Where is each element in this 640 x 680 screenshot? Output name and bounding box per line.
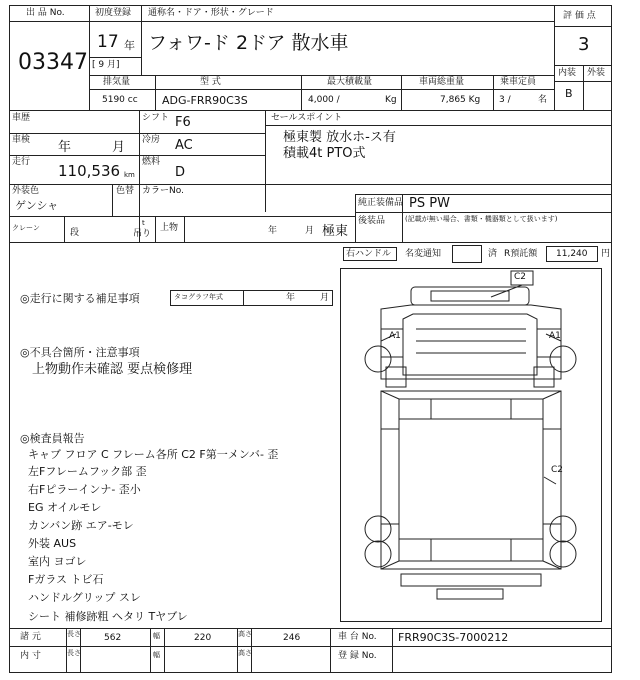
inspector-line-5: カンバン跡 エア-モレ bbox=[28, 519, 134, 532]
model-label: 通称名・ドア・形状・グレード bbox=[148, 8, 274, 18]
first-reg-month: [ 9 月] bbox=[92, 60, 120, 70]
crane-label: クレーン bbox=[12, 224, 40, 232]
inspector-line-4: EG オイルモレ bbox=[28, 501, 102, 514]
max-load-unit: Kg bbox=[385, 95, 397, 105]
registration-label: 登 録 No. bbox=[338, 651, 377, 661]
inner-dims-label: 内 寸 bbox=[20, 651, 41, 661]
type-label: 型 式 bbox=[200, 77, 221, 87]
height-value: 246 bbox=[283, 633, 301, 643]
width-value: 220 bbox=[194, 633, 212, 643]
inspector-line-6: 外装 AUS bbox=[28, 537, 77, 550]
inspector-line-3: 右Fピラーインナ- 歪小 bbox=[28, 483, 141, 496]
sales-point-line-1: 極東製 放水ホ-ス有 bbox=[283, 130, 396, 145]
mileage-label: 走行 bbox=[12, 157, 31, 167]
lot-no: 03347 bbox=[18, 50, 88, 75]
ac-label: 冷房 bbox=[142, 135, 161, 145]
exterior-label: 外装 bbox=[587, 68, 606, 78]
inspector-line-7: 室内 ヨゴレ bbox=[28, 555, 87, 568]
recycle-status: 済 bbox=[488, 249, 498, 259]
diagram-mark-c2-top: C2 bbox=[514, 272, 527, 282]
genuine-value: PS PW bbox=[409, 196, 450, 211]
inner-width-label: 幅 bbox=[153, 651, 160, 659]
dims-label: 諸 元 bbox=[20, 632, 41, 642]
score-label: 評 価 点 bbox=[563, 11, 596, 21]
length-label: 長さ bbox=[67, 630, 81, 638]
upper-year: 年 bbox=[268, 226, 278, 236]
inspector-line-8: Fガラス トビ石 bbox=[28, 573, 104, 586]
inspector-line-9: ハンドルグリップ スレ bbox=[28, 591, 141, 604]
defects-text: 上物動作未確認 要点検修理 bbox=[32, 362, 193, 377]
truck-diagram bbox=[341, 269, 601, 621]
displacement-label: 排気量 bbox=[103, 77, 131, 87]
displacement-value: 5190 cc bbox=[102, 95, 138, 105]
crane-hang: 吊り bbox=[133, 229, 152, 239]
exterior-color-value: ゲンシャ bbox=[15, 199, 59, 212]
genuine-label: 純正装備品 bbox=[358, 198, 404, 208]
inspector-line-10: シート 補修跡粗 ヘタリ Tヤブレ bbox=[28, 610, 188, 623]
crane-tons: t bbox=[142, 219, 145, 227]
recycle-label: R預託額 bbox=[504, 249, 538, 259]
handle-value: 右ハンドル bbox=[346, 249, 392, 259]
fuel-value: D bbox=[175, 165, 186, 180]
sales-point-label: セールスポイント bbox=[271, 113, 343, 123]
mileage-unit: km bbox=[124, 171, 135, 179]
upper-month: 月 bbox=[305, 226, 315, 236]
score-value: 3 bbox=[578, 34, 590, 55]
inspector-line-2: 左Fフレームフック部 歪 bbox=[28, 465, 147, 478]
diagram-mark-c2-right: C2 bbox=[551, 465, 564, 475]
ownership-change-box bbox=[452, 245, 482, 263]
recycle-amount: 11,240 bbox=[556, 249, 588, 259]
interior-grade: B bbox=[565, 87, 573, 100]
inspector-label: ◎検査員報告 bbox=[20, 432, 85, 445]
interior-label: 内装 bbox=[558, 68, 577, 78]
first-reg-year-unit: 年 bbox=[124, 39, 135, 52]
width-label: 幅 bbox=[153, 632, 160, 640]
upper-maker: 極東 bbox=[322, 224, 349, 239]
history-label: 車歴 bbox=[12, 113, 31, 123]
first-reg-label: 初度登録 bbox=[95, 8, 132, 18]
mileage-value: 110,536 bbox=[58, 162, 121, 180]
max-load-value: 4,000 / bbox=[308, 95, 340, 105]
diagram-mark-a1-right: A1 bbox=[549, 331, 561, 341]
first-reg-year: 17 bbox=[97, 32, 119, 52]
model-name: フォワ-ド 2ドア 散水車 bbox=[148, 32, 349, 54]
lot-no-label: 出 品 No. bbox=[26, 8, 65, 18]
inspection-month: 月 bbox=[112, 140, 126, 155]
tachograph-month: 月 bbox=[320, 293, 330, 303]
upper-label: 上物 bbox=[160, 223, 179, 233]
driving-notes-label: ◎走行に関する補足事項 bbox=[20, 292, 140, 305]
capacity-value: 3 / bbox=[499, 95, 511, 105]
gross-weight-value: 7,865 Kg bbox=[440, 95, 481, 105]
ownership-change-label: 名変通知 bbox=[405, 249, 442, 259]
defects-label: ◎不具合箇所・注意事項 bbox=[20, 346, 140, 359]
inner-height-label: 高さ bbox=[238, 649, 252, 657]
shift-label: シフト bbox=[142, 113, 170, 123]
chassis-value: FRR90C3S-7000212 bbox=[398, 631, 509, 644]
height-label: 高さ bbox=[238, 630, 252, 638]
tachograph-label: タコグラフ年式 bbox=[174, 293, 223, 301]
capacity-label: 乗車定員 bbox=[500, 77, 537, 87]
shift-value: F6 bbox=[175, 115, 191, 130]
aftermarket-note: (記載が無い場合、書類・機器類として扱います) bbox=[405, 215, 558, 223]
inner-length-label: 長さ bbox=[67, 649, 81, 657]
type-value: ADG-FRR90C3S bbox=[162, 94, 248, 107]
gross-weight-label: 車両総重量 bbox=[419, 77, 465, 87]
ac-value: AC bbox=[175, 138, 193, 153]
color-no-label: カラーNo. bbox=[142, 186, 184, 196]
diagram-mark-a1-left: A1 bbox=[389, 331, 401, 341]
color-change-label: 色替 bbox=[116, 186, 135, 196]
exterior-color-label: 外装色 bbox=[12, 186, 40, 196]
sales-point-line-2: 積載4t PTO式 bbox=[283, 146, 366, 161]
aftermarket-label: 後装品 bbox=[358, 216, 386, 226]
inspection-year: 年 bbox=[58, 140, 72, 155]
damage-diagram-frame bbox=[340, 268, 602, 622]
fuel-label: 燃料 bbox=[142, 157, 161, 167]
tachograph-year: 年 bbox=[286, 293, 296, 303]
recycle-unit: 円 bbox=[601, 249, 611, 259]
chassis-label: 車 台 No. bbox=[338, 632, 377, 642]
inspection-label: 車検 bbox=[12, 135, 31, 145]
capacity-unit: 名 bbox=[538, 95, 548, 105]
max-load-label: 最大積載量 bbox=[327, 77, 373, 87]
length-value: 562 bbox=[104, 633, 122, 643]
inspector-line-1: キャブ フロア C フレーム各所 C2 F第一メンバ- 歪 bbox=[28, 448, 279, 461]
crane-steps: 段 bbox=[70, 228, 80, 238]
